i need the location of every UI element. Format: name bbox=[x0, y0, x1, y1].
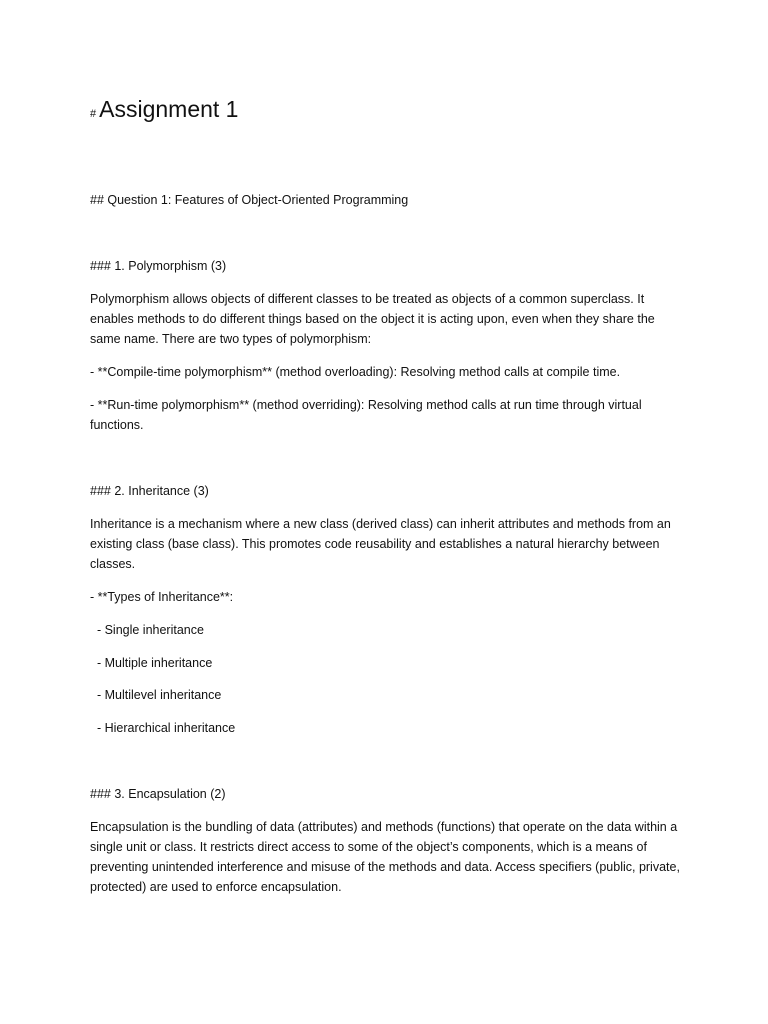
list-item-run-time: - **Run-time polymorphism** (method overriding): Resolving method calls at run time through virtual functions. bbox=[90, 398, 642, 432]
paragraph-polymorphism: Polymorphism allows objects of different classes to be treated as objects of a common superclass. It enables methods to do different things based on the object it is acting upon, even when they share the same name. There are two types of polymorphism: bbox=[90, 292, 655, 346]
list-item-multiple-inheritance: - Multiple inheritance bbox=[90, 656, 213, 670]
list-item-hierarchical-inheritance: - Hierarchical inheritance bbox=[90, 721, 236, 735]
list-item-compile-time: - **Compile-time polymorphism** (method overloading): Resolving method calls at compile time. bbox=[90, 365, 621, 379]
paragraph-inheritance: Inheritance is a mechanism where a new class (derived class) can inherit attributes and methods from an existing class (base class). This promotes code reusability and establishes a natural hierarchy between classes. bbox=[90, 517, 671, 571]
list-item-single-inheritance: - Single inheritance bbox=[90, 623, 204, 637]
title-text: Assignment 1 bbox=[99, 96, 239, 122]
section-heading-polymorphism: ### 1. Polymorphism (3) bbox=[90, 259, 227, 273]
list-item-multilevel-inheritance: - Multilevel inheritance bbox=[90, 688, 222, 702]
list-item-types-of-inheritance: - **Types of Inheritance**: bbox=[90, 590, 234, 604]
title-hash-mark: # bbox=[90, 108, 97, 120]
paragraph-encapsulation: Encapsulation is the bundling of data (attributes) and methods (functions) that operate on the data within a single unit or class. It restricts direct access to some of the object’s components, which is a means of preventing unintended interference and misuse of the methods and data. Access specifiers (public, private, protected) are used to enforce encapsulation. bbox=[90, 820, 680, 894]
question-heading: ## Question 1: Features of Object-Oriented Programming bbox=[90, 193, 409, 207]
section-heading-encapsulation: ### 3. Encapsulation (2) bbox=[90, 787, 226, 801]
section-heading-inheritance: ### 2. Inheritance (3) bbox=[90, 484, 209, 498]
document-title bbox=[90, 96, 238, 123]
